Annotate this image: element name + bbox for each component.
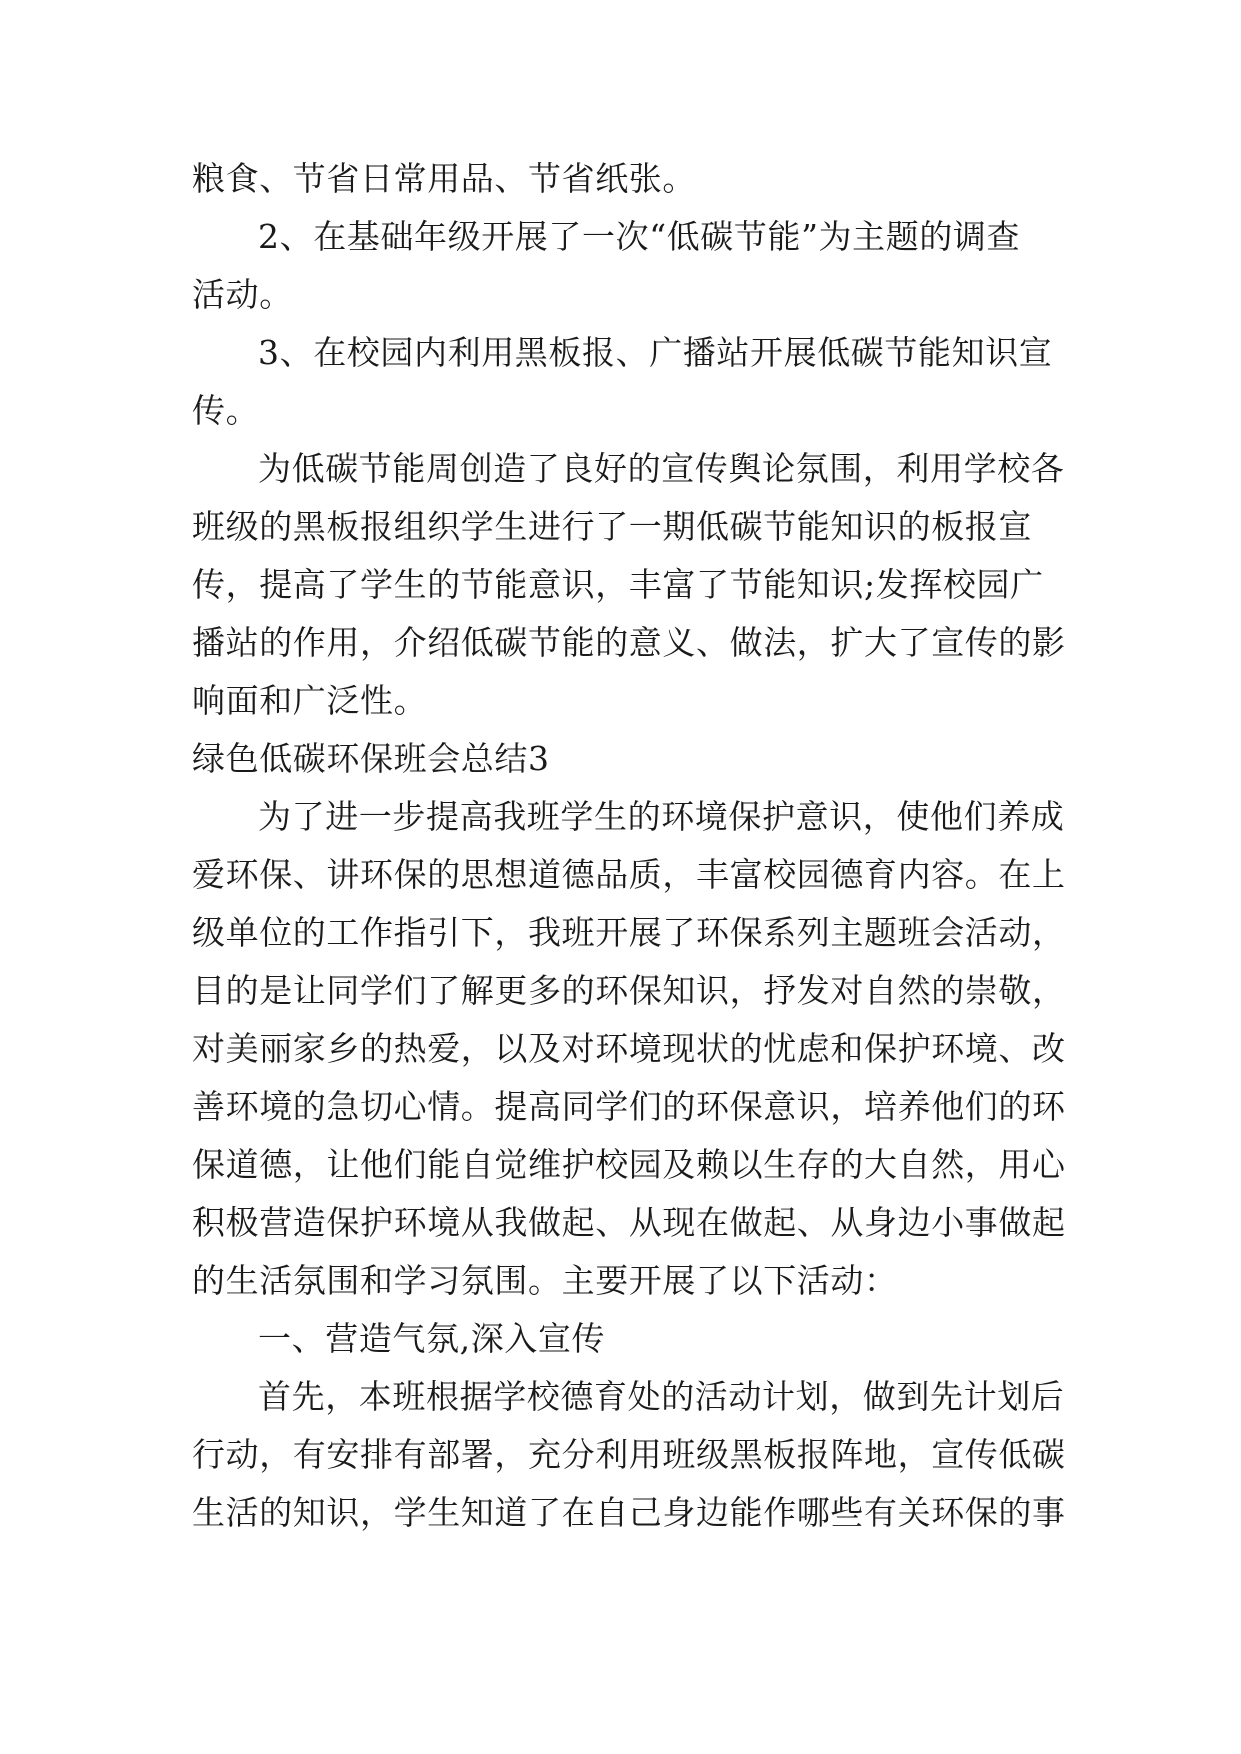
text-line: 为了进一步提高我班学生的环境保护意识，使他们养成 — [258, 797, 1065, 836]
text-line: 活动。 — [192, 275, 293, 314]
subsection-heading — [192, 1310, 1052, 1368]
text-line: 传。 — [192, 391, 260, 430]
paragraph-publicity — [192, 440, 1066, 730]
text-line: 一、营造气氛,深入宣传 — [258, 1319, 606, 1358]
text-line: 3、在校园内利用黑板报、广播站开展低碳节能知识宣 — [258, 333, 1053, 372]
text-line: 爱环保、讲环保的思想道德品质，丰富校园德育内容。在上 — [192, 855, 1066, 894]
text-line: 行动，有安排有部署，充分利用班级黑板报阵地，宣传低碳 — [192, 1435, 1066, 1474]
text-line: 保道德，让他们能自觉维护校园及赖以生存的大自然，用心 — [192, 1145, 1066, 1184]
text-line: 级单位的工作指引下，我班开展了环保系列主题班会活动， — [192, 913, 1066, 952]
section-heading — [192, 730, 1052, 788]
paragraph-continuation — [192, 150, 1052, 208]
text-line: 为低碳节能周创造了良好的宣传舆论氛围，利用学校各 — [258, 449, 1065, 488]
text-line: 善环境的急切心情。提高同学们的环保意识，培养他们的环 — [192, 1087, 1066, 1126]
document-body — [192, 150, 1066, 1542]
text-line: 粮食、节省日常用品、节省纸张。 — [192, 159, 696, 198]
text-line: 班级的黑板报组织学生进行了一期低碳节能知识的板报宣 — [192, 507, 1032, 546]
text-line: 目的是让同学们了解更多的环保知识，抒发对自然的崇敬， — [192, 971, 1066, 1010]
paragraph-first-step — [192, 1368, 1066, 1542]
paragraph-intro — [192, 788, 1066, 1310]
text-line: 播站的作用，介绍低碳节能的意义、做法，扩大了宣传的影 — [192, 623, 1066, 662]
heading-text: 绿色低碳环保班会总结3 — [192, 739, 550, 778]
text-line: 的生活氛围和学习氛围。主要开展了以下活动： — [192, 1261, 898, 1300]
text-line: 对美丽家乡的热爱，以及对环境现状的忧虑和保护环境、改 — [192, 1029, 1066, 1068]
text-line: 首先，本班根据学校德育处的活动计划，做到先计划后 — [258, 1377, 1065, 1416]
paragraph-item-2 — [192, 208, 1052, 324]
text-line: 积极营造保护环境从我做起、从现在做起、从身边小事做起 — [192, 1203, 1066, 1242]
text-line: 生活的知识，学生知道了在自己身边能作哪些有关环保的事 — [192, 1493, 1066, 1532]
text-line: 传，提高了学生的节能意识，丰富了节能知识;发挥校园广 — [192, 565, 1044, 604]
text-line: 响面和广泛性。 — [192, 681, 428, 720]
text-line: 2、在基础年级开展了一次“低碳节能”为主题的调查 — [258, 217, 1021, 256]
paragraph-item-3 — [192, 324, 1052, 440]
